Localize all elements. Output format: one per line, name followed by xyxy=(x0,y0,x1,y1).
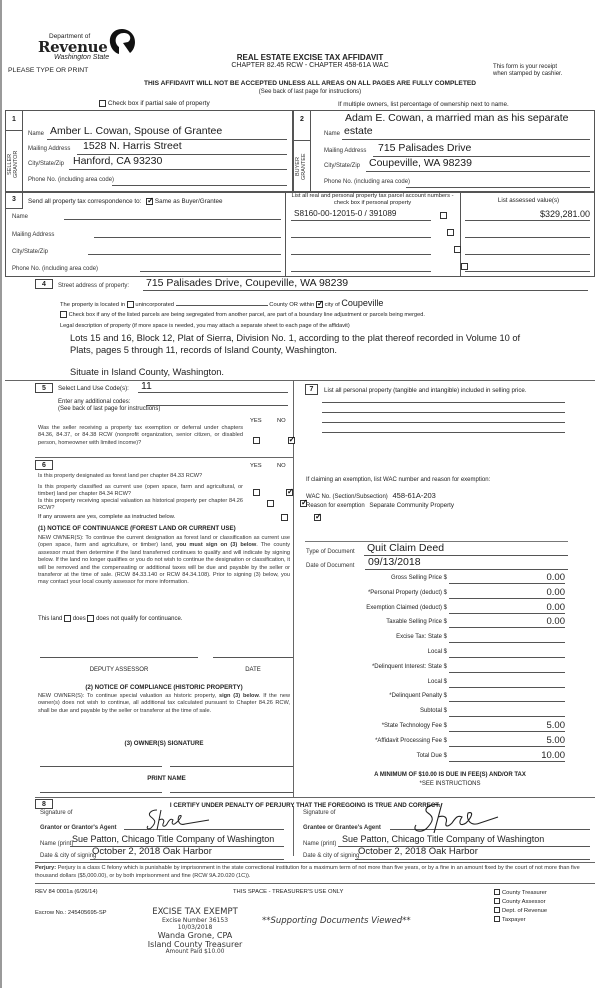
deputy-assessor-label: DEPUTY ASSESSOR xyxy=(89,667,149,673)
page-edge xyxy=(0,0,2,988)
certify-statement: I CERTIFY UNDER PENALTY OF PERJURY THAT THE FOREGOING IS TRUE AND CORRECT. xyxy=(169,802,441,809)
fee-label: Local $ xyxy=(427,678,447,685)
fee-value: 10.00 xyxy=(541,749,565,761)
buyer-name-line2[interactable]: estate xyxy=(344,125,373,137)
owner-signature-title: (3) OWNER(S) SIGNATURE xyxy=(124,740,204,747)
owner-signature-field-2[interactable] xyxy=(170,766,293,767)
receipt-note-1: This form is your receipt xyxy=(493,64,558,70)
rev-number: REV 84 0001a (6/26/14) xyxy=(35,889,98,895)
seller-address-field[interactable]: 1528 N. Harris Street xyxy=(83,140,182,152)
doc-date-label: Date of Document xyxy=(306,563,355,569)
location-row xyxy=(60,298,383,308)
see-instructions: *SEE INSTRUCTIONS xyxy=(419,781,481,787)
fee-value: 0.00 xyxy=(546,601,565,613)
buyer-city-field[interactable]: Coupeville, WA 98239 xyxy=(369,157,472,169)
fee-label: Excise Tax: State $ xyxy=(396,634,447,641)
assessed-value-field[interactable] xyxy=(465,243,590,255)
parcel-header: List all real and personal property tax parcel account numbers - check box if personal property xyxy=(291,193,454,206)
county-field[interactable] xyxy=(176,305,268,306)
city-of-label: city of xyxy=(324,302,340,308)
additional-codes-field[interactable] xyxy=(146,398,288,406)
notice-2-text: NEW OWNER(S): To continue special valuation as historic property, sign (3) below. If the new owner(s) does not wish to continue, all additional tax calculated pursuant to Chapter 84.26 RCW, shall be due and payable by the seller or transferor at the time of sale. xyxy=(38,693,290,714)
fee-label: Local $ xyxy=(427,649,447,655)
perjury-notice: Perjury: Perjury is a class C felony which is punishable by imprisonment in the state correctional institution for a maximum term of not more than five years, or by a fine in an amount fixed by the court of not more than five thousand dollars ($5,000.00), or by both imprisonment and fine (RCW 9A.20.020 (1C)). xyxy=(35,865,580,879)
fee-label: *Delinquent Penalty $ xyxy=(389,693,447,700)
personal-property-line-2[interactable] xyxy=(322,412,565,413)
fee-value: 0.00 xyxy=(546,586,565,598)
same-as-buyer-checkbox[interactable] xyxy=(146,198,153,205)
buyer-city-label: City/State/Zip xyxy=(324,163,361,169)
copy-item xyxy=(494,889,547,896)
date-label: DATE xyxy=(245,667,261,673)
buyer-address-field[interactable]: 715 Palisades Drive xyxy=(378,142,472,154)
see-back-note: (See back of last page for instructions) xyxy=(258,89,362,95)
copy-label: County Assessor xyxy=(502,898,546,905)
seller-address-label: Mailing Address xyxy=(28,146,71,152)
s6-no-checkbox[interactable] xyxy=(314,514,321,521)
personal-property-line-3[interactable] xyxy=(322,422,565,423)
doc-date-field[interactable]: 09/13/2018 xyxy=(368,556,421,568)
corr-city-label: City/State/Zip xyxy=(12,249,49,255)
seller-name-field[interactable]: Amber L. Cowan, Spouse of Grantee xyxy=(50,125,223,137)
grantee-name-label: Name (print) xyxy=(303,841,337,847)
stamp-title: EXCISE TAX EXEMPT xyxy=(152,907,238,917)
fee-label: Taxable Selling Price $ xyxy=(386,619,447,626)
logo-name: Revenue xyxy=(38,38,108,56)
treasurer-use-label: THIS SPACE - TREASURER'S USE ONLY xyxy=(233,889,344,895)
personal-property-line-4[interactable] xyxy=(322,432,565,433)
exemption-intro: If claiming an exemption, list WAC number and reason for exemption: xyxy=(306,477,491,483)
reason-label: Reason for exemption xyxy=(306,503,365,509)
section-4-number: 4 xyxy=(35,279,53,289)
s6-question-text: Is this property classified as current use (open space, farm and agricultural, or timber) land per chapter 84.34 RCW? xyxy=(38,484,243,498)
street-label: Street address of property: xyxy=(58,283,130,289)
copy-label: County Treasurer xyxy=(502,889,547,896)
buyer-phone-label: Phone No. (including area code) xyxy=(324,179,411,185)
parcel-number-field[interactable] xyxy=(291,260,431,272)
warning-text: THIS AFFIDAVIT WILL NOT BE ACCEPTED UNLESS ALL AREAS ON ALL PAGES ARE FULLY COMPLETED xyxy=(143,80,477,87)
corr-city-field[interactable] xyxy=(88,243,281,255)
grantee-date-label: Date & city of signing xyxy=(303,853,360,859)
buyer-phone-field[interactable] xyxy=(406,176,590,188)
notice-1-title: (1) NOTICE OF CONTINUANCE (FOREST LAND OR CURRENT USE) xyxy=(38,525,236,532)
multiple-owners-note: If multiple owners, list percentage of ownership next to name. xyxy=(338,101,509,108)
corr-phone-label: Phone No. (including area code) xyxy=(12,266,99,272)
stamp-date: 10/03/2018 xyxy=(177,924,213,931)
partial-sale-checkbox[interactable] xyxy=(99,100,106,107)
section-6-number: 6 xyxy=(35,460,53,470)
segregated-row xyxy=(60,311,425,318)
grantor-agent-label: Grantor or Grantor's Agent xyxy=(40,825,117,831)
copy-checkbox[interactable] xyxy=(494,907,500,913)
does-not-qualify-checkbox[interactable] xyxy=(87,615,94,622)
seller-city-field[interactable]: Hanford, CA 93230 xyxy=(73,155,163,167)
section-1-number: 1 xyxy=(12,116,16,123)
land-use-label: Select Land Use Code(s): xyxy=(58,385,129,392)
additional-codes-label: Enter any additional codes: xyxy=(58,399,131,405)
does-not-label: does not qualify for continuance. xyxy=(96,616,183,623)
receipt-note-2: when stamped by cashier. xyxy=(493,71,563,77)
copy-checkbox[interactable] xyxy=(494,889,500,895)
assessed-header: List assessed value(s) xyxy=(497,197,560,204)
legal-line-3: Situate in Island County, Washington. xyxy=(70,367,225,377)
copy-item xyxy=(494,898,546,905)
section-7-number: 7 xyxy=(305,384,318,395)
form-title: REAL ESTATE EXCISE TAX AFFIDAVIT xyxy=(236,53,384,62)
same-as-buyer-label: Same as Buyer/Grantee xyxy=(154,198,223,206)
seller-phone-field[interactable] xyxy=(112,174,287,186)
reason-row xyxy=(306,502,454,509)
fee-label: *State Technology Fee $ xyxy=(381,723,447,729)
s6-yes-checkbox[interactable] xyxy=(267,500,274,507)
segregated-label: Check box if any of the listed parcels are being segregated from another parcel, are part of a boundary line adjustment or parcels being merged. xyxy=(68,311,425,318)
fee-field[interactable] xyxy=(449,646,565,658)
corr-address-field[interactable] xyxy=(94,226,281,238)
copy-label: Dept. of Revenue xyxy=(502,907,548,914)
unincorporated-checkbox[interactable] xyxy=(127,301,134,308)
wac-row xyxy=(306,491,436,500)
s6-yes-header: YES xyxy=(250,463,262,469)
section-2-number: 2 xyxy=(300,116,304,123)
parcel-number-field[interactable] xyxy=(291,226,431,238)
logo-state: Washington State xyxy=(54,54,110,61)
segregated-checkbox[interactable] xyxy=(60,311,67,318)
additional-codes-note: (See back of last page for instructions) xyxy=(58,406,161,412)
located-in-label: The property is located in xyxy=(60,302,126,308)
grantee-agent-label: Grantee or Grantee's Agent xyxy=(303,825,381,831)
s5-yes-header: YES xyxy=(250,418,262,424)
logo-dept: Department of xyxy=(49,33,91,40)
seller-label: SELLER GRANTOR xyxy=(7,150,19,178)
land-use-field[interactable]: 11 xyxy=(141,380,152,392)
if-yes-note: If any answers are yes, complete as instructed below. xyxy=(38,514,176,520)
parcel-number-value: S8160-00-12015-0 / 391089 xyxy=(294,209,397,218)
s6-question-text: Is this property receiving special valuation as historical property per chapter 84.26 RCW? xyxy=(38,498,243,512)
buyer-name-line1[interactable]: Adam E. Cowan, a married man as his separate xyxy=(345,112,569,124)
unincorporated-label: unincorporated xyxy=(135,302,175,308)
fee-field[interactable] xyxy=(449,676,565,688)
grantor-sig-of-label: Signature of xyxy=(40,810,73,816)
fee-field[interactable] xyxy=(449,631,565,643)
seller-phone-label: Phone No. (including area code) xyxy=(28,177,115,183)
doc-type-label: Type of Document xyxy=(306,549,355,555)
notice-2-title: (2) NOTICE OF COMPLIANCE (HISTORIC PROPERTY) xyxy=(85,684,243,691)
copy-item xyxy=(494,916,526,923)
section-5-number: 5 xyxy=(35,383,53,393)
copy-item xyxy=(494,907,547,914)
supporting-docs-stamp: **Supporting Documents Viewed** xyxy=(262,916,411,926)
escrow-number: 245405695-SP xyxy=(67,910,107,916)
fee-field[interactable] xyxy=(449,690,565,702)
legal-description[interactable] xyxy=(70,332,520,378)
copy-checkbox[interactable] xyxy=(494,898,500,904)
s5-no-header: NO xyxy=(277,418,286,424)
s6-no-header: NO xyxy=(277,463,286,469)
legal-line-2: Plats, pages 5 through 11, records of Island County, Washington. xyxy=(70,345,338,355)
assessor-date-field[interactable] xyxy=(213,657,293,658)
grantor-date-field[interactable]: October 2, 2018 Oak Harbor xyxy=(92,846,212,857)
exempt-stamp xyxy=(140,907,250,956)
fee-value: 0.00 xyxy=(546,572,565,583)
print-name-field-2[interactable] xyxy=(170,792,293,793)
personal-property-checkbox[interactable] xyxy=(440,212,447,219)
stamp-amount: Amount Paid $10.00 xyxy=(165,949,225,955)
grantor-date-label: Date & city of signing xyxy=(40,853,97,859)
partial-sale-row xyxy=(99,100,210,107)
street-address-field[interactable]: 715 Palisades Drive, Coupeville, WA 98239 xyxy=(146,277,349,289)
s6-yes-checkbox[interactable] xyxy=(253,489,260,496)
corr-name-field[interactable] xyxy=(64,208,281,220)
s5-question: Was the seller receiving a property tax exemption or deferral under chapters 84.36, 84.37, or 84.38 RCW (nonprofit organization, senior citizen, or disabled person, homeowner with limited income)? xyxy=(38,425,243,446)
wac-field[interactable]: 458-61A-203 xyxy=(392,491,436,500)
send-correspondence-label: Send all property tax correspondence to: xyxy=(28,198,142,206)
s6-yes-checkbox[interactable] xyxy=(281,514,288,521)
personal-property-line-1[interactable] xyxy=(322,402,565,403)
city-of-checkbox[interactable] xyxy=(316,301,323,308)
fee-field[interactable] xyxy=(449,705,565,717)
grantor-name-field[interactable]: Sue Patton, Chicago Title Company of Washington xyxy=(72,834,275,844)
escrow-label: Escrow No.: xyxy=(35,910,67,916)
buyer-address-label: Mailing Address xyxy=(324,148,367,154)
grantor-signature-icon xyxy=(143,806,213,832)
grantor-name-label: Name (print) xyxy=(40,841,74,847)
doc-type-field[interactable]: Quit Claim Deed xyxy=(367,542,445,554)
corr-name-label: Name xyxy=(12,214,29,220)
form-subtitle: CHAPTER 82.45 RCW - CHAPTER 458-61A WAC xyxy=(231,62,389,69)
grantee-sig-of-label: Signature of xyxy=(303,810,336,816)
fee-label: *Affidavit Processing Fee $ xyxy=(375,737,447,744)
does-label: does xyxy=(72,616,86,623)
copy-label: Taxpayer xyxy=(502,916,526,923)
personal-property-checkbox[interactable] xyxy=(447,229,454,236)
assessed-value-field[interactable] xyxy=(465,226,590,238)
please-type: PLEASE TYPE OR PRINT xyxy=(8,67,89,74)
parcel-number-field[interactable] xyxy=(291,243,431,255)
notice-1-text: NEW OWNER(S): To continue the current designation as forest land or classification as current use (open space, farm and agriculture, or timber) land, you must sign on (3) below. The county assessor must then determine if the land transferred continues to qualify and will indicate by signing below. If the land no longer qualifies or you do not wish to continue the designation or classification, it will be removed and the compensating or additional taxes will be due and payable by the seller or transferor at the time of sale. (RCW 84.33.140 or RCW 84.34.108). Prior to signing (3) below, you may contact your local county assessor for more information. xyxy=(38,535,290,586)
s5-no-checkbox[interactable] xyxy=(288,437,295,444)
copy-checkbox[interactable] xyxy=(494,916,500,922)
fee-label: Total Due $ xyxy=(416,752,447,759)
fee-label: Exemption Claimed (deduct) $ xyxy=(366,604,447,611)
grantee-name-field[interactable]: Sue Patton, Chicago Title Company of Washington xyxy=(342,834,545,844)
personal-property-checkbox[interactable] xyxy=(454,246,461,253)
partial-sale-label: Check box if partial sale of property xyxy=(107,100,210,108)
section-8-number: 8 xyxy=(35,799,53,809)
print-name-label: PRINT NAME xyxy=(147,775,186,782)
city-of-value[interactable]: Coupeville xyxy=(341,298,384,308)
reason-field[interactable]: Separate Community Property xyxy=(369,502,455,509)
s5-yes-checkbox[interactable] xyxy=(253,437,260,444)
stamp-name: Wanda Grone, CPA xyxy=(157,931,233,940)
grantee-date-field[interactable]: October 2, 2018 Oak Harbor xyxy=(358,846,478,857)
assessed-value: $329,281.00 xyxy=(539,209,590,219)
owner-signature-field-1[interactable] xyxy=(40,766,162,767)
corr-phone-field[interactable] xyxy=(140,260,281,272)
seller-name-label: Name xyxy=(28,131,45,137)
fee-value: 5.00 xyxy=(546,720,565,731)
fee-value: 5.00 xyxy=(546,734,565,746)
fee-label: *Personal Property (deduct) $ xyxy=(367,589,447,596)
personal-property-label: List all personal property (tangible and intangible) included in selling price. xyxy=(324,387,527,394)
escrow-row xyxy=(35,910,107,916)
does-qualify-checkbox[interactable] xyxy=(64,615,71,622)
county-or-within-label: County OR within xyxy=(269,302,315,308)
this-land-label: This land xyxy=(38,616,63,623)
s6-no-checkbox[interactable] xyxy=(286,489,293,496)
stamp-office: Island County Treasurer xyxy=(147,940,243,949)
fee-label: *Delinquent Interest: State $ xyxy=(371,663,447,670)
fee-label: Subtotal $ xyxy=(419,708,447,715)
buyer-label: BUYER GRANTEE xyxy=(295,153,307,181)
assessed-value-field[interactable] xyxy=(465,260,590,272)
section-3-number: 3 xyxy=(12,196,16,203)
continuance-row xyxy=(38,615,182,622)
fee-field[interactable] xyxy=(449,661,565,673)
fee-value: 0.00 xyxy=(546,616,565,628)
wac-label: WAC No. (Section/Subsection) xyxy=(306,494,388,500)
send-correspondence-row xyxy=(28,198,222,205)
stamp-excise-number: Excise Number 36153 xyxy=(161,917,229,924)
fee-label: Gross Selling Price $ xyxy=(390,575,447,581)
deputy-assessor-signature[interactable] xyxy=(40,657,198,658)
corr-address-label: Mailing Address xyxy=(12,232,55,238)
seller-city-label: City/State/Zip xyxy=(28,161,65,167)
buyer-name-label: Name xyxy=(324,131,341,137)
dor-logo-icon xyxy=(107,27,137,55)
legal-description-label: Legal description of property (if more space is needed, you may attach a separate sheet to each page of the affidavit) xyxy=(60,323,350,329)
print-name-field-1[interactable] xyxy=(40,792,162,793)
minimum-note: A MINIMUM OF $10.00 IS DUE IN FEE(S) AND/OR TAX xyxy=(374,772,526,778)
grantee-signature-icon xyxy=(400,801,500,835)
s6-question-text: Is this property designated as forest land per chapter 84.33 RCW? xyxy=(38,473,203,479)
legal-line-1: Lots 15 and 16, Block 12, Plat of Sierra, Division No. 1, according to the plat thereof recorded in Volume 10 of xyxy=(70,333,521,343)
